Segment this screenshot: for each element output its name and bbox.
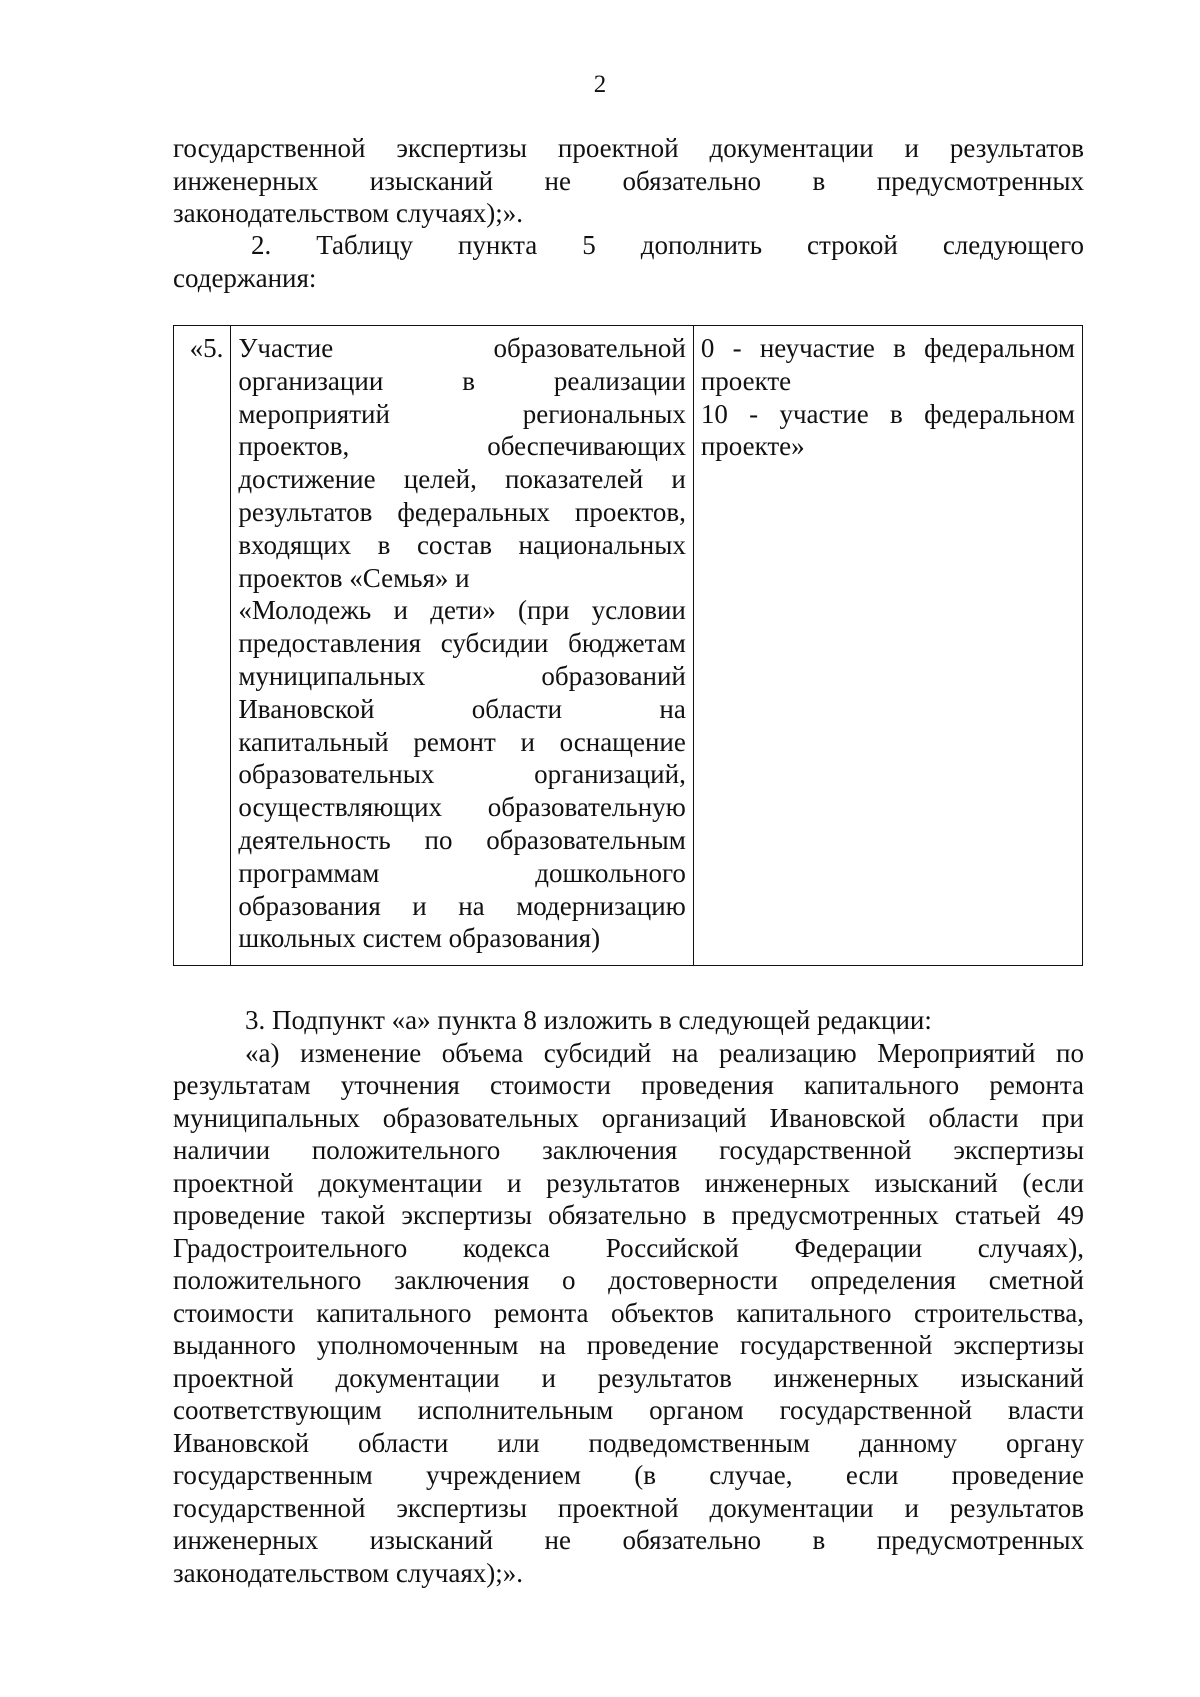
text-line: муниципальных образовательных организаций Ивановской области при <box>173 1102 1084 1133</box>
item-3-section <box>173 1004 1084 1589</box>
criterion-line: осуществляющих образовательную <box>238 792 686 823</box>
criterion-line: деятельность по образовательным <box>238 824 686 855</box>
criterion-line: Ивановской области на <box>238 693 686 724</box>
text-line: «а) изменение объема субсидий на реализацию Мероприятий по <box>245 1037 1084 1068</box>
text-line: положительного заключения о достоверности определения сметной <box>173 1265 1084 1295</box>
criterion-line: образовательных организаций, <box>238 759 686 790</box>
criterion-line: «Молодежь и дети» (при условии <box>238 595 686 626</box>
page-number: 2 <box>593 71 607 98</box>
table-row <box>174 326 1083 966</box>
text-line: инженерных изысканий не обязательно в предусмотренных <box>173 1525 1084 1555</box>
text-line: Ивановской области или подведомственным данному органу <box>173 1427 1084 1458</box>
text-line: стоимости капитального ремонта объектов капитального строительства, <box>173 1297 1084 1328</box>
criterion-line: школьных систем образования) <box>238 923 601 954</box>
text-line: государственной экспертизы проектной документации и результатов <box>173 1492 1084 1523</box>
text-line: законодательством случаях);». <box>173 1557 524 1588</box>
text-line: содержания: <box>173 262 317 293</box>
criterion-line: мероприятий региональных <box>238 398 686 429</box>
criterion-line: Участие образовательной <box>238 333 686 363</box>
text-line: проектной документации и результатов инженерных изысканий <box>173 1362 1084 1393</box>
value-line: проекте <box>700 365 792 396</box>
criterion-line: программам дошкольного <box>238 857 686 888</box>
criterion-line: капитальный ремонт и оснащение <box>238 726 686 757</box>
item-3-heading: 3. Подпункт «а» пункта 8 изложить в следующей редакции: <box>245 1005 932 1035</box>
item-2-paragraph <box>173 229 1084 294</box>
text-line: проведение такой экспертизы обязательно в предусмотренных статьей 49 <box>173 1200 1084 1230</box>
text-line: наличии положительного заключения государственной экспертизы <box>173 1135 1084 1165</box>
text-line: 2. Таблицу пункта 5 дополнить строкой следующего <box>251 230 1084 260</box>
criterion-line: входящих в состав национальных <box>238 529 686 560</box>
value-line: 10 - участие в федеральном <box>700 398 1075 429</box>
criterion-line: предоставления субсидии бюджетам <box>238 628 686 659</box>
text-line: проектной документации и результатов инженерных изысканий (если <box>173 1167 1084 1198</box>
text-line: выданного уполномоченным на проведение государственной экспертизы <box>173 1330 1084 1360</box>
value-line: 0 - неучастие в федеральном <box>700 333 1075 363</box>
criterion-line: проектов, обеспечивающих <box>238 431 686 462</box>
criterion-line: образования и на модернизацию <box>238 890 686 921</box>
criterion-line: достижение целей, показателей и <box>238 464 686 495</box>
text-line: государственной экспертизы проектной документации и результатов <box>173 133 1084 163</box>
text-line: Градостроительного кодекса Российской Федерации случаях), <box>173 1232 1084 1263</box>
row-number-cell <box>174 326 231 966</box>
text-line: результатам уточнения стоимости проведения капитального ремонта <box>173 1070 1084 1100</box>
criteria-table <box>173 325 1083 966</box>
text-line: государственным учреждением (в случае, если проведение <box>173 1460 1084 1490</box>
criterion-line: результатов федеральных проектов, <box>238 496 686 527</box>
value-line: проекте» <box>700 431 805 462</box>
text-line: законодательством случаях);». <box>173 198 524 228</box>
top-paragraph <box>173 132 1084 230</box>
value-cell <box>693 326 1082 966</box>
criterion-line: муниципальных образований <box>238 660 686 691</box>
text-line: соответствующим исполнительным органом государственной власти <box>173 1395 1084 1425</box>
criterion-cell <box>231 326 694 966</box>
row-number: «5. <box>189 333 224 363</box>
text-line: инженерных изысканий не обязательно в предусмотренных <box>173 165 1084 196</box>
criterion-line: организации в реализации <box>238 365 686 396</box>
criterion-line: проектов «Семья» и <box>238 562 470 593</box>
